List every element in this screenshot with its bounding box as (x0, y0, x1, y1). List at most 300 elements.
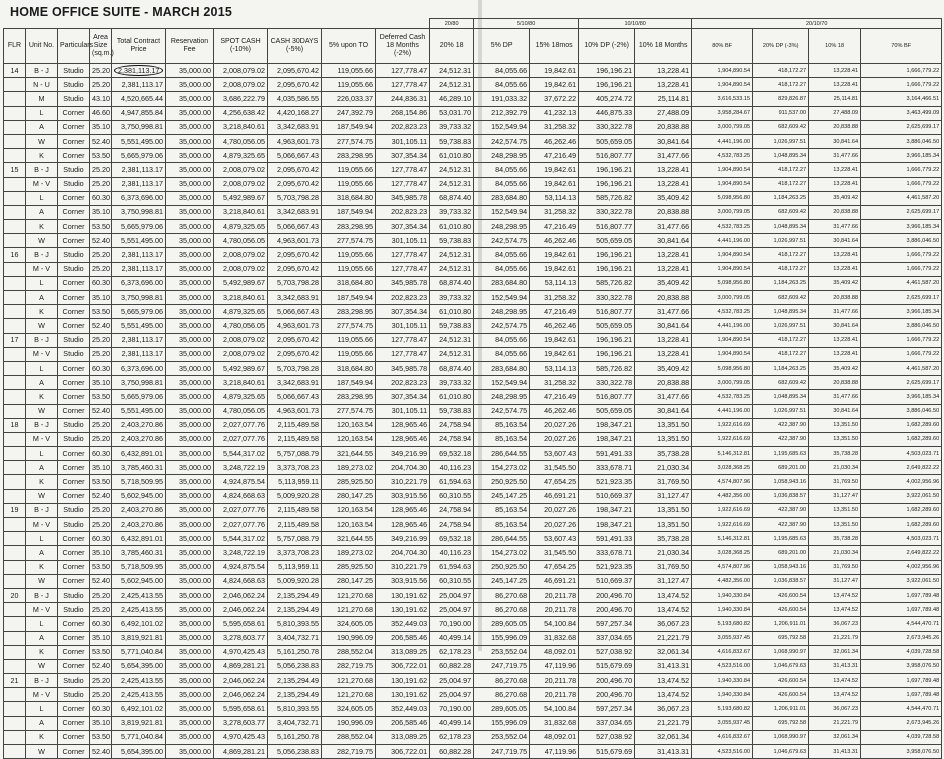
table-cell: 152,549.94 (474, 376, 530, 390)
table-cell (4, 92, 26, 106)
table-cell: 5,718,509.95 (112, 475, 166, 489)
table-cell: 3,966,185.34 (861, 305, 942, 319)
table-cell: 301,105.11 (376, 234, 430, 248)
table-cell: 4,544,470.71 (861, 702, 942, 716)
table-cell: 84,055.66 (474, 163, 530, 177)
table-cell: 21,221.79 (635, 716, 692, 730)
table-cell: 1,904,890.54 (692, 64, 753, 78)
table-cell: 5,654,395.00 (112, 745, 166, 759)
table-cell: 127,778.47 (376, 78, 430, 92)
table-cell: 61,010.80 (430, 220, 474, 234)
table-row (4, 291, 942, 305)
table-cell: 35,000.00 (166, 518, 214, 532)
table-cell: 17 (4, 333, 26, 347)
table-cell (4, 78, 26, 92)
table-cell: 35.10 (90, 120, 112, 134)
table-cell: 31,127.47 (809, 489, 861, 503)
table-cell: 1,682,289.60 (861, 418, 942, 432)
table-cell: 53.50 (90, 149, 112, 163)
table-cell: Corner (58, 191, 90, 205)
table-cell: 505,659.05 (579, 404, 635, 418)
table-cell: 31,127.47 (809, 574, 861, 588)
table-cell: 5,703,798.28 (268, 276, 322, 290)
table-cell: 1,666,779.22 (861, 64, 942, 78)
table-cell: 1,184,263.25 (753, 276, 809, 290)
table-row (4, 248, 942, 262)
table-cell: 5,665,979.06 (112, 390, 166, 404)
table-cell: 69,532.18 (430, 447, 474, 461)
table-cell: 330,322.78 (579, 291, 635, 305)
table-cell: 35,000.00 (166, 248, 214, 262)
table-cell: 31,545.50 (530, 461, 579, 475)
table-row (4, 106, 942, 120)
table-cell: 5,098,956.80 (692, 191, 753, 205)
table-cell: 689,201.00 (753, 546, 809, 560)
table-cell: 86,270.68 (474, 588, 530, 602)
table-cell: Corner (58, 730, 90, 744)
table-cell: 25.20 (90, 603, 112, 617)
table-row (4, 560, 942, 574)
table-cell: 5,056,238.83 (268, 659, 322, 673)
table-cell: 1,940,330.84 (692, 588, 753, 602)
table-cell: 1,058,943.16 (753, 475, 809, 489)
table-cell: 345,985.78 (376, 191, 430, 205)
table-cell: 585,726.82 (579, 361, 635, 375)
table-cell: 19 (4, 503, 26, 517)
table-cell: 189,273.02 (322, 546, 376, 560)
table-cell: 198,347.21 (579, 432, 635, 446)
table-cell: 127,778.47 (376, 248, 430, 262)
table-cell: 516,807.77 (579, 149, 635, 163)
table-cell: 349,216.99 (376, 532, 430, 546)
table-row (4, 234, 942, 248)
table-cell (4, 376, 26, 390)
table-cell: 405,274.72 (579, 92, 635, 106)
table-cell: 333,678.71 (579, 546, 635, 560)
table-cell: 119,055.66 (322, 78, 376, 92)
table-cell: 5,193,680.82 (692, 702, 753, 716)
table-cell: 61,010.80 (430, 390, 474, 404)
table-cell: 20 (4, 588, 26, 602)
table-cell: 3,028,368.25 (692, 461, 753, 475)
table-cell: 62,178.23 (430, 730, 474, 744)
table-cell: 25.20 (90, 503, 112, 517)
table-cell: 4,256,638.42 (214, 106, 268, 120)
table-cell: 4,461,587.20 (861, 276, 942, 290)
column-header: 80% BF (692, 29, 753, 64)
table-cell: 13,351.50 (809, 418, 861, 432)
table-cell: 35,000.00 (166, 674, 214, 688)
table-cell: 60,310.55 (430, 489, 474, 503)
table-cell: K (26, 220, 58, 234)
table-cell: 418,172.27 (753, 333, 809, 347)
table-cell: A (26, 291, 58, 305)
table-cell: 19,842.61 (530, 163, 579, 177)
table-cell: 4,963,601.73 (268, 404, 322, 418)
table-cell: 3,886,046.50 (861, 319, 942, 333)
table-cell: 313,089.25 (376, 730, 430, 744)
table-cell: 200,496.70 (579, 588, 635, 602)
table-cell: 200,496.70 (579, 674, 635, 688)
table-cell: 60.30 (90, 617, 112, 631)
table-cell: 1,666,779.22 (861, 177, 942, 191)
table-cell: 25,114.81 (809, 92, 861, 106)
table-row (4, 447, 942, 461)
table-cell: 250,925.50 (474, 560, 530, 574)
table-cell: 3,342,683.91 (268, 291, 322, 305)
table-cell: 25.20 (90, 262, 112, 276)
table-cell: Studio (58, 503, 90, 517)
table-cell: 307,354.34 (376, 305, 430, 319)
table-cell: 25.20 (90, 347, 112, 361)
table-cell: W (26, 404, 58, 418)
table-cell: 127,778.47 (376, 163, 430, 177)
table-cell: 70,190.00 (430, 617, 474, 631)
table-cell: 2,381,113.17 (112, 262, 166, 276)
table-cell: 2,381,113.17 (112, 248, 166, 262)
table-cell: 5,703,798.28 (268, 191, 322, 205)
table-cell: 39,733.32 (430, 291, 474, 305)
table-cell: 280,147.25 (322, 489, 376, 503)
table-cell: 14 (4, 64, 26, 78)
table-cell: 5,146,312.81 (692, 447, 753, 461)
table-cell: 516,807.77 (579, 305, 635, 319)
table-cell: 35,738.28 (809, 447, 861, 461)
table-cell: 47,119.96 (530, 659, 579, 673)
table-cell: 19,842.61 (530, 333, 579, 347)
table-cell: 4,532,783.25 (692, 390, 753, 404)
table-cell: Corner (58, 149, 90, 163)
table-cell: 248,298.95 (474, 220, 530, 234)
table-cell: 4,780,056.05 (214, 404, 268, 418)
table-cell: Corner (58, 361, 90, 375)
table-cell: 202,823.23 (376, 120, 430, 134)
table-cell: 21,030.34 (635, 546, 692, 560)
table-cell: 345,985.78 (376, 276, 430, 290)
table-cell: 13,228.41 (635, 262, 692, 276)
table-cell (4, 234, 26, 248)
table-cell: Corner (58, 645, 90, 659)
table-cell: 35,000.00 (166, 617, 214, 631)
table-cell: 6,373,696.00 (112, 276, 166, 290)
table-cell: 13,228.41 (635, 78, 692, 92)
table-cell: Studio (58, 588, 90, 602)
table-cell: 35,000.00 (166, 574, 214, 588)
table-cell: 84,055.66 (474, 248, 530, 262)
column-header: SPOT CASH (-10%) (214, 29, 268, 64)
table-cell: 35.10 (90, 546, 112, 560)
table-cell: 1,206,911.01 (753, 617, 809, 631)
table-cell: 35,000.00 (166, 319, 214, 333)
table-cell (4, 631, 26, 645)
table-cell: W (26, 134, 58, 148)
table-cell: K (26, 390, 58, 404)
table-cell: 4,780,056.05 (214, 319, 268, 333)
table-row (4, 659, 942, 673)
table-cell: W (26, 574, 58, 588)
table-cell: Corner (58, 305, 90, 319)
table-cell: 268,154.86 (376, 106, 430, 120)
table-cell: 2,625,699.17 (861, 291, 942, 305)
table-cell: 13,351.50 (635, 518, 692, 532)
table-cell: 5,771,040.84 (112, 730, 166, 744)
table-cell: 53.50 (90, 390, 112, 404)
table-cell: 189,273.02 (322, 461, 376, 475)
table-cell: 54,100.84 (530, 702, 579, 716)
column-header: 10% 18 (809, 29, 861, 64)
table-cell: Corner (58, 220, 90, 234)
table-cell: 1,697,789.48 (861, 688, 942, 702)
table-cell: 31,258.32 (530, 291, 579, 305)
table-cell: 53.50 (90, 730, 112, 744)
table-cell: 127,778.47 (376, 177, 430, 191)
table-cell: 35,000.00 (166, 291, 214, 305)
table-cell (4, 702, 26, 716)
table-cell: 2,381,113.17 (112, 177, 166, 191)
table-cell: 13,228.41 (809, 78, 861, 92)
table-cell: 196,196.21 (579, 163, 635, 177)
table-cell: K (26, 475, 58, 489)
column-header: CASH 30DAYS (-5%) (268, 29, 322, 64)
table-cell: 18 (4, 418, 26, 432)
table-cell: 2,115,489.58 (268, 518, 322, 532)
table-cell: 35.10 (90, 291, 112, 305)
table-cell: 3,164,466.51 (861, 92, 942, 106)
table-cell: 418,172.27 (753, 248, 809, 262)
table-cell: 3,278,603.77 (214, 631, 268, 645)
table-cell: 1,904,890.54 (692, 333, 753, 347)
table-cell (4, 205, 26, 219)
table-cell: 61,594.63 (430, 560, 474, 574)
table-cell: 337,034.65 (579, 631, 635, 645)
table-cell (4, 617, 26, 631)
table-cell: 31,413.31 (635, 659, 692, 673)
table-cell: 303,915.56 (376, 574, 430, 588)
table-cell: 31,413.31 (809, 745, 861, 759)
table-cell: 31,127.47 (635, 574, 692, 588)
table-cell: Corner (58, 574, 90, 588)
table-cell: 13,474.52 (809, 588, 861, 602)
table-cell: 2,649,822.22 (861, 546, 942, 560)
table-cell: 202,823.23 (376, 205, 430, 219)
table-cell: 35,000.00 (166, 432, 214, 446)
table-cell (4, 191, 26, 205)
table-cell: 1,666,779.22 (861, 163, 942, 177)
table-cell: 35,000.00 (166, 588, 214, 602)
table-cell: 31,545.50 (530, 546, 579, 560)
table-row (4, 546, 942, 560)
table-cell: 418,172.27 (753, 262, 809, 276)
table-cell: 127,778.47 (376, 347, 430, 361)
table-cell: 35,000.00 (166, 404, 214, 418)
table-cell: Corner (58, 532, 90, 546)
table-cell: 13,228.41 (809, 177, 861, 191)
table-cell: 20,838.88 (635, 205, 692, 219)
table-cell: 2,095,670.42 (268, 163, 322, 177)
table-cell: 5,654,395.00 (112, 659, 166, 673)
table-cell: 330,322.78 (579, 376, 635, 390)
table-cell: 1,697,789.48 (861, 603, 942, 617)
table-cell: 689,201.00 (753, 461, 809, 475)
table-cell (4, 106, 26, 120)
table-cell: 301,105.11 (376, 319, 430, 333)
table-cell: 4,002,956.96 (861, 560, 942, 574)
table-cell: 3,218,840.61 (214, 205, 268, 219)
table-cell: 13,228.41 (635, 333, 692, 347)
table-cell: 35,000.00 (166, 163, 214, 177)
table-cell: 25.20 (90, 418, 112, 432)
table-cell: Studio (58, 78, 90, 92)
table-cell: 2,425,413.55 (112, 603, 166, 617)
table-cell: 2,008,079.02 (214, 177, 268, 191)
table-cell: A (26, 546, 58, 560)
table-cell: 4,879,325.65 (214, 305, 268, 319)
table-row (4, 149, 942, 163)
table-cell: 31,477.66 (635, 149, 692, 163)
table-cell (4, 574, 26, 588)
table-cell: Studio (58, 177, 90, 191)
table-cell: 591,491.33 (579, 447, 635, 461)
table-cell: 426,600.54 (753, 588, 809, 602)
table-cell: K (26, 305, 58, 319)
table-cell: 40,116.23 (430, 461, 474, 475)
column-header: 70% BF (861, 29, 942, 64)
table-cell: 35,000.00 (166, 361, 214, 375)
table-cell: 13,228.41 (809, 64, 861, 78)
table-cell: 505,659.05 (579, 134, 635, 148)
table-cell: Corner (58, 120, 90, 134)
table-cell: 20,838.88 (809, 291, 861, 305)
table-cell: 84,055.66 (474, 177, 530, 191)
table-cell: 282,719.75 (322, 659, 376, 673)
table-cell (4, 276, 26, 290)
table-cell: 35,409.42 (635, 276, 692, 290)
table-cell: 32,061.34 (635, 730, 692, 744)
table-cell: 226,033.37 (322, 92, 376, 106)
table-cell: 53.50 (90, 645, 112, 659)
table-cell: 19,842.61 (530, 262, 579, 276)
table-cell: 35,000.00 (166, 106, 214, 120)
table-cell: 2,115,489.58 (268, 418, 322, 432)
table-cell: W (26, 234, 58, 248)
table-row (4, 503, 942, 517)
table-row (4, 191, 942, 205)
table-cell: 35,000.00 (166, 659, 214, 673)
table-cell: 30,841.64 (809, 404, 861, 418)
table-cell: Corner (58, 106, 90, 120)
table-cell: 2,425,413.55 (112, 674, 166, 688)
table-cell: 59,738.83 (430, 134, 474, 148)
table-cell: 36,067.23 (635, 617, 692, 631)
table-cell: 191,033.32 (474, 92, 530, 106)
table-cell: 47,216.49 (530, 390, 579, 404)
table-cell: 196,196.21 (579, 262, 635, 276)
table-cell: 330,322.78 (579, 120, 635, 134)
table-cell: 510,669.37 (579, 574, 635, 588)
table-cell: 19,842.61 (530, 248, 579, 262)
table-cell: Corner (58, 546, 90, 560)
table-cell (4, 688, 26, 702)
table-cell: 35,000.00 (166, 78, 214, 92)
table-cell: 35,000.00 (166, 305, 214, 319)
table-cell: 53.50 (90, 560, 112, 574)
table-cell: 5,098,956.80 (692, 361, 753, 375)
table-cell: 307,354.34 (376, 220, 430, 234)
table-cell: A (26, 205, 58, 219)
table-cell: 2,403,270.86 (112, 503, 166, 517)
table-cell: 21,221.79 (809, 716, 861, 730)
table-row (4, 134, 942, 148)
table-cell: 2,381,113.17 (112, 78, 166, 92)
table-cell: 242,574.75 (474, 234, 530, 248)
table-cell: 4,879,325.65 (214, 390, 268, 404)
table-cell: 3,785,460.31 (112, 461, 166, 475)
table-cell: Corner (58, 205, 90, 219)
table-cell: 3,750,998.81 (112, 291, 166, 305)
table-cell: 41,232.13 (530, 106, 579, 120)
table-cell: 21,221.79 (635, 631, 692, 645)
table-cell: B - J (26, 248, 58, 262)
table-cell: 3,055,937.45 (692, 716, 753, 730)
table-cell: 25,004.97 (430, 688, 474, 702)
table-cell: 333,678.71 (579, 461, 635, 475)
table-cell: 202,823.23 (376, 291, 430, 305)
table-cell: 303,915.56 (376, 489, 430, 503)
table-cell: 62,178.23 (430, 645, 474, 659)
table-cell: 60,882.28 (430, 745, 474, 759)
table-cell: 5,492,989.67 (214, 276, 268, 290)
table-cell: L (26, 106, 58, 120)
table-cell: 3,958,076.50 (861, 659, 942, 673)
table-row (4, 617, 942, 631)
table-cell: 20,838.88 (809, 376, 861, 390)
table-cell: 53,607.43 (530, 447, 579, 461)
table-cell: 128,965.46 (376, 432, 430, 446)
table-cell: 35,409.42 (635, 361, 692, 375)
table-cell: 4,824,668.63 (214, 574, 268, 588)
table-cell: 527,038.92 (579, 645, 635, 659)
table-cell: 248,298.95 (474, 390, 530, 404)
table-cell: 2,403,270.86 (112, 432, 166, 446)
table-cell: 6,373,696.00 (112, 361, 166, 375)
table-cell: 24,758.94 (430, 432, 474, 446)
table-cell: 4,520,665.44 (112, 92, 166, 106)
table-cell: 24,512.31 (430, 248, 474, 262)
table-cell: 1,940,330.84 (692, 674, 753, 688)
table-cell: 31,127.47 (635, 489, 692, 503)
column-header: Particulars (58, 29, 90, 64)
price-list-table (3, 18, 942, 759)
table-cell: 121,270.68 (322, 603, 376, 617)
table-cell: 35,738.28 (635, 447, 692, 461)
table-cell: 53.50 (90, 305, 112, 319)
table-cell: 3,922,061.50 (861, 489, 942, 503)
table-cell: 2,135,294.49 (268, 588, 322, 602)
table-cell: 40,499.14 (430, 716, 474, 730)
table-cell: 31,477.66 (809, 149, 861, 163)
table-cell: 13,474.52 (635, 588, 692, 602)
table-row (4, 120, 942, 134)
table-cell: 4,532,783.25 (692, 149, 753, 163)
table-cell (4, 645, 26, 659)
table-cell: 4,420,168.27 (268, 106, 322, 120)
table-cell: 31,477.66 (809, 305, 861, 319)
table-cell: 248,298.95 (474, 305, 530, 319)
table-cell: L (26, 191, 58, 205)
table-cell: 31,477.66 (809, 390, 861, 404)
table-cell: 60.30 (90, 447, 112, 461)
table-cell: 283,298.95 (322, 390, 376, 404)
